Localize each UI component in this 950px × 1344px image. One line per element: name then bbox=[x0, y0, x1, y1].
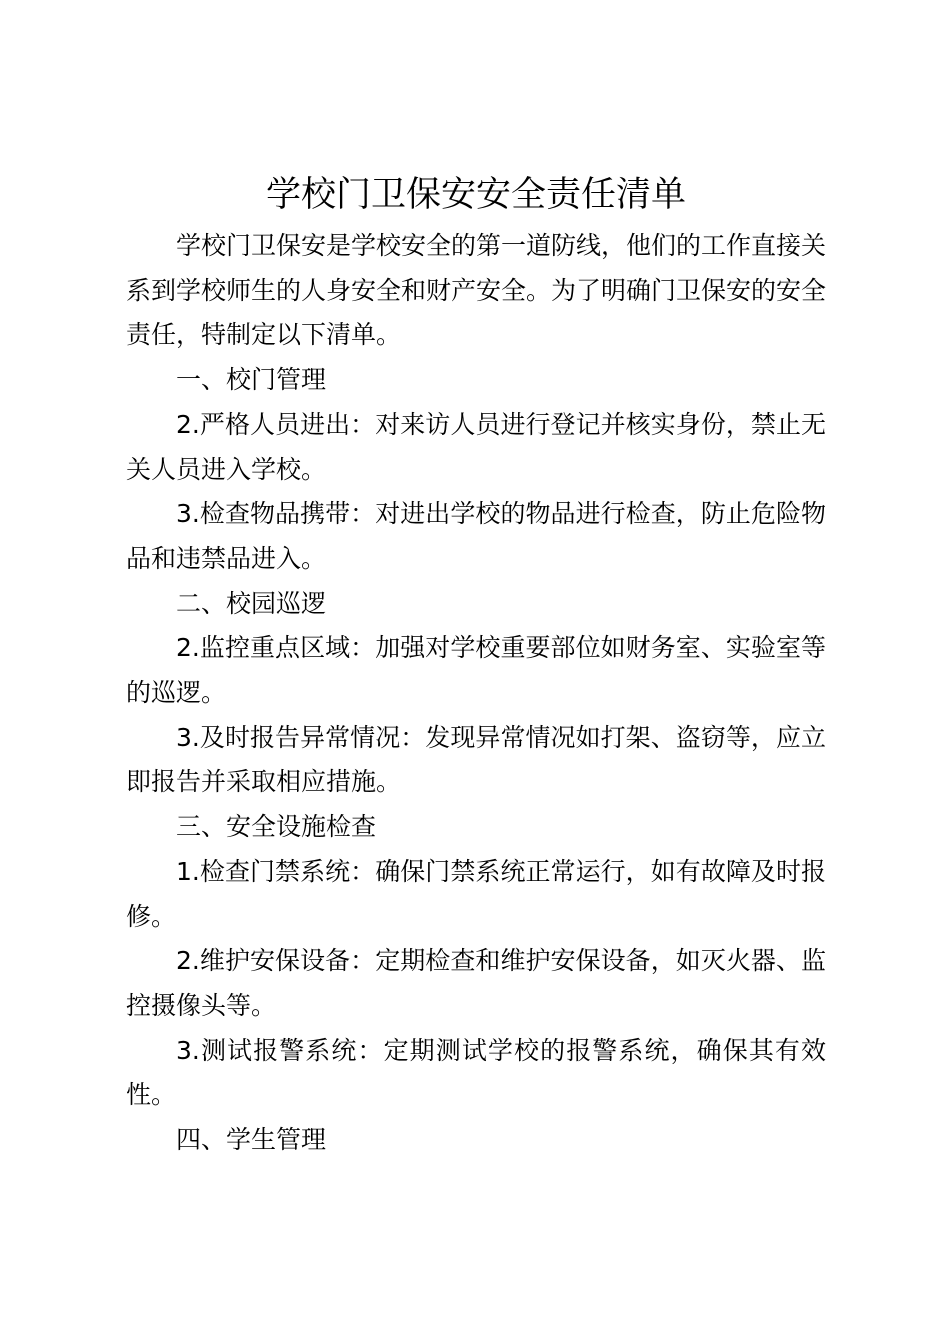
document-page bbox=[126, 170, 826, 1163]
list-item: 2.监控重点区域：加强对学校重要部位如财务室、实验室等的巡逻。 bbox=[126, 633, 826, 708]
section-heading-safety-facility-check: 三、安全设施检查 bbox=[176, 812, 377, 842]
list-item: 3.及时报告异常情况：发现异常情况如打架、盗窃等，应立即报告并采取相应措施。 bbox=[126, 722, 826, 797]
intro-paragraph: 学校门卫保安是学校安全的第一道防线，他们的工作直接关系到学校师生的人身安全和财产安全。为了明确门卫保安的安全责任，特制定以下清单。 bbox=[126, 231, 827, 350]
list-item: 2.严格人员进出：对来访人员进行登记并核实身份，禁止无关人员进入学校。 bbox=[126, 409, 826, 484]
list-item: 3.检查物品携带：对进出学校的物品进行检查，防止危险物品和违禁品进入。 bbox=[126, 499, 826, 573]
list-item: 3.测试报警系统：定期测试学校的报警系统，确保其有效性。 bbox=[126, 1035, 826, 1110]
list-item: 2.维护安保设备：定期检查和维护安保设备，如灭火器、监控摄像头等。 bbox=[126, 946, 826, 1020]
document-title: 学校门卫保安安全责任清单 bbox=[265, 175, 686, 215]
list-item: 1.检查门禁系统：确保门禁系统正常运行，如有故障及时报修。 bbox=[126, 856, 826, 931]
section-heading-gate-management: 一、校门管理 bbox=[176, 365, 327, 395]
section-heading-campus-patrol: 二、校园巡逻 bbox=[176, 588, 327, 618]
section-heading-student-management: 四、学生管理 bbox=[176, 1125, 327, 1155]
